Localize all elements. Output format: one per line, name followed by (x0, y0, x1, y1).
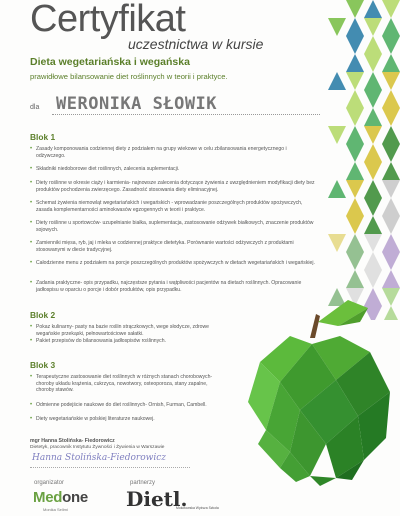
mosaic-triangle (382, 162, 400, 180)
mosaic-triangle (346, 252, 364, 270)
block-3-item: • Diety wegetariańskie w polskiej literaturze naukowej. (30, 416, 220, 423)
mosaic-triangle (382, 18, 400, 36)
mosaic-triangle (346, 180, 364, 198)
organizer-logo (33, 489, 88, 506)
mosaic-triangle (346, 72, 364, 90)
mosaic-triangle (382, 36, 400, 54)
block-1-item: • Schemat żywienia niemowląt wegetariańskich i wegańskich - wprowadzanie poszczególnych produktów spożywczych, zasada komplementarności aminokwasów egzogennych w teorii i praktyce. (30, 200, 315, 213)
mosaic-triangle (364, 108, 382, 126)
triangle-mosaic-decoration (328, 0, 400, 320)
mosaic-triangle (382, 126, 400, 144)
mosaic-triangle (364, 216, 382, 234)
block-1-title: Blok 1 (30, 132, 56, 142)
mosaic-triangle (364, 72, 382, 90)
mosaic-triangle (346, 234, 364, 252)
mosaic-triangle (364, 90, 382, 108)
block-1-item: • Zadania praktyczne- opis przypadku, najczęstsze pytania i wątpliwości pacjentów na dietach roślinnych. Opracowanie jadłospisu w oparciu o porcje i dobór produktów, opis przypadku. (30, 280, 315, 293)
mosaic-triangle (346, 270, 364, 288)
block-1-item: • Diety roślinne w okresie ciąży i karmienia- najnowsze zalecenia dotyczące żywienia z uwzględnieniem modyfikacji diety bez produktów pochodzenia zwierzęcego. Zasadność stosowania diety eliminacyjnej. (30, 180, 315, 193)
mosaic-triangle (382, 252, 400, 270)
block-1-item: • Zasady komponowania codziennej diety z podziałem na grupy wiekowe w celu zbilansowania energetycznego i odżywczego. (30, 146, 315, 159)
signature-line (30, 467, 190, 468)
mosaic-triangle (364, 270, 382, 288)
block-2-item: • Pakiet przepisów do bilansowania jadłospisów roślinnych. (30, 338, 220, 345)
mosaic-triangle (346, 36, 364, 54)
mosaic-triangle (346, 216, 364, 234)
course-name: Dieta wegetariańska i wegańska (30, 56, 190, 68)
mosaic-triangle (328, 180, 346, 198)
green-apple-illustration (240, 292, 400, 492)
handwritten-signature: Hanna Stolińska-Fiedorowicz (32, 453, 166, 463)
block-1-item: • Zamienniki mięsa, ryb, jaj i mleka w codziennej praktyce dietetyka. Porównanie wartości odżywczych z produktami stosowanymi w diecie tradycyjnej. (30, 240, 315, 253)
mosaic-triangle (364, 54, 382, 72)
block-2-item: • Pokaz kulinarny- pasty na bazie roślin strączkowych, wege słodycze, zdrowe wegańskie przekąski, pełnowartościowe sałatki. (30, 324, 220, 337)
organizer-subtitle: Monika Sellmi (43, 507, 68, 512)
mosaic-triangle (364, 126, 382, 144)
mosaic-triangle (346, 18, 364, 36)
mosaic-triangle (364, 180, 382, 198)
mosaic-triangle (382, 0, 400, 18)
mosaic-triangle (382, 234, 400, 252)
mosaic-triangle (364, 162, 382, 180)
mosaic-triangle (328, 126, 346, 144)
mosaic-triangle (382, 144, 400, 162)
mosaic-triangle (382, 270, 400, 288)
mosaic-triangle (346, 126, 364, 144)
block-3-item: • Terapeutyczne zastosowanie diet roślinnych w różnych stanach chorobowych- choroby układu krążenia, cukrzyca, nowotwory, osteoporoza, stany zapalne, choroby stawów. (30, 374, 220, 394)
mosaic-triangle (328, 234, 346, 252)
mosaic-triangle (346, 54, 364, 72)
mosaic-triangle (346, 0, 364, 18)
mosaic-triangle (364, 252, 382, 270)
organizer-label: organizator (34, 480, 65, 486)
mosaic-triangle (328, 18, 346, 36)
signatory-name: mgr Hanna Stolińska- Fiedorowicz (30, 438, 115, 444)
certificate-title: Certyfikat (30, 0, 186, 40)
recipient-underline (52, 114, 320, 115)
recipient-name: WERONIKA SŁOWIK (56, 94, 218, 114)
mosaic-triangle (382, 72, 400, 90)
partner-logo: Dietl. (126, 487, 188, 511)
block-3-item: • Odmienne podejście naukowe do diet roślinnych- Ornish, Furman, Cambell. (30, 402, 220, 409)
mosaic-triangle (364, 198, 382, 216)
block-3-title: Blok 3 (30, 360, 56, 370)
block-1-item: • Diety roślinne u sportowców- uzupełnianie białka, suplementacja, zastosowanie odżywek białkowych, znaczenie produktów sojowych. (30, 220, 315, 233)
mosaic-triangle (346, 108, 364, 126)
mosaic-triangle (328, 72, 346, 90)
course-tagline: prawidłowe bilansowanie diet roślinnych w teorii i praktyce. (30, 72, 228, 81)
block-2-title: Blok 2 (30, 310, 56, 320)
mosaic-triangle (382, 54, 400, 72)
mosaic-triangle (364, 36, 382, 54)
organizer-logo-part-b: one (62, 489, 88, 506)
partner-label: partnerzy (130, 480, 156, 486)
recipient-prefix: dla (30, 104, 40, 111)
mosaic-triangle (364, 234, 382, 252)
mosaic-triangle (346, 144, 364, 162)
mosaic-triangle (382, 216, 400, 234)
mosaic-triangle (346, 162, 364, 180)
mosaic-triangle (364, 144, 382, 162)
certificate-subtitle: uczestnictwa w kursie (128, 36, 264, 52)
block-1-item: • Składniki niedoborowe diet roślinnych, zalecenia suplementacji. (30, 166, 315, 173)
mosaic-triangle (382, 90, 400, 108)
organizer-logo-part-a: Med (33, 489, 63, 506)
mosaic-triangle (346, 90, 364, 108)
mosaic-triangle (346, 198, 364, 216)
mosaic-triangle (364, 18, 382, 36)
mosaic-triangle (382, 108, 400, 126)
signatory-role: Dietetyk, pracownik Instytutu Żywności i Żywienia w Warszawie (30, 445, 165, 450)
mosaic-triangle (364, 0, 382, 18)
block-1-item: • Całodzienne menu z podziałem na porcje poszczególnych produktów spożywczych w dietach wegetariańskich i wegańskiej. (30, 260, 315, 267)
mosaic-triangle (382, 180, 400, 198)
partner-subtitle: Mokotowska Wyższa Szkoła (176, 506, 219, 510)
mosaic-triangle (382, 198, 400, 216)
